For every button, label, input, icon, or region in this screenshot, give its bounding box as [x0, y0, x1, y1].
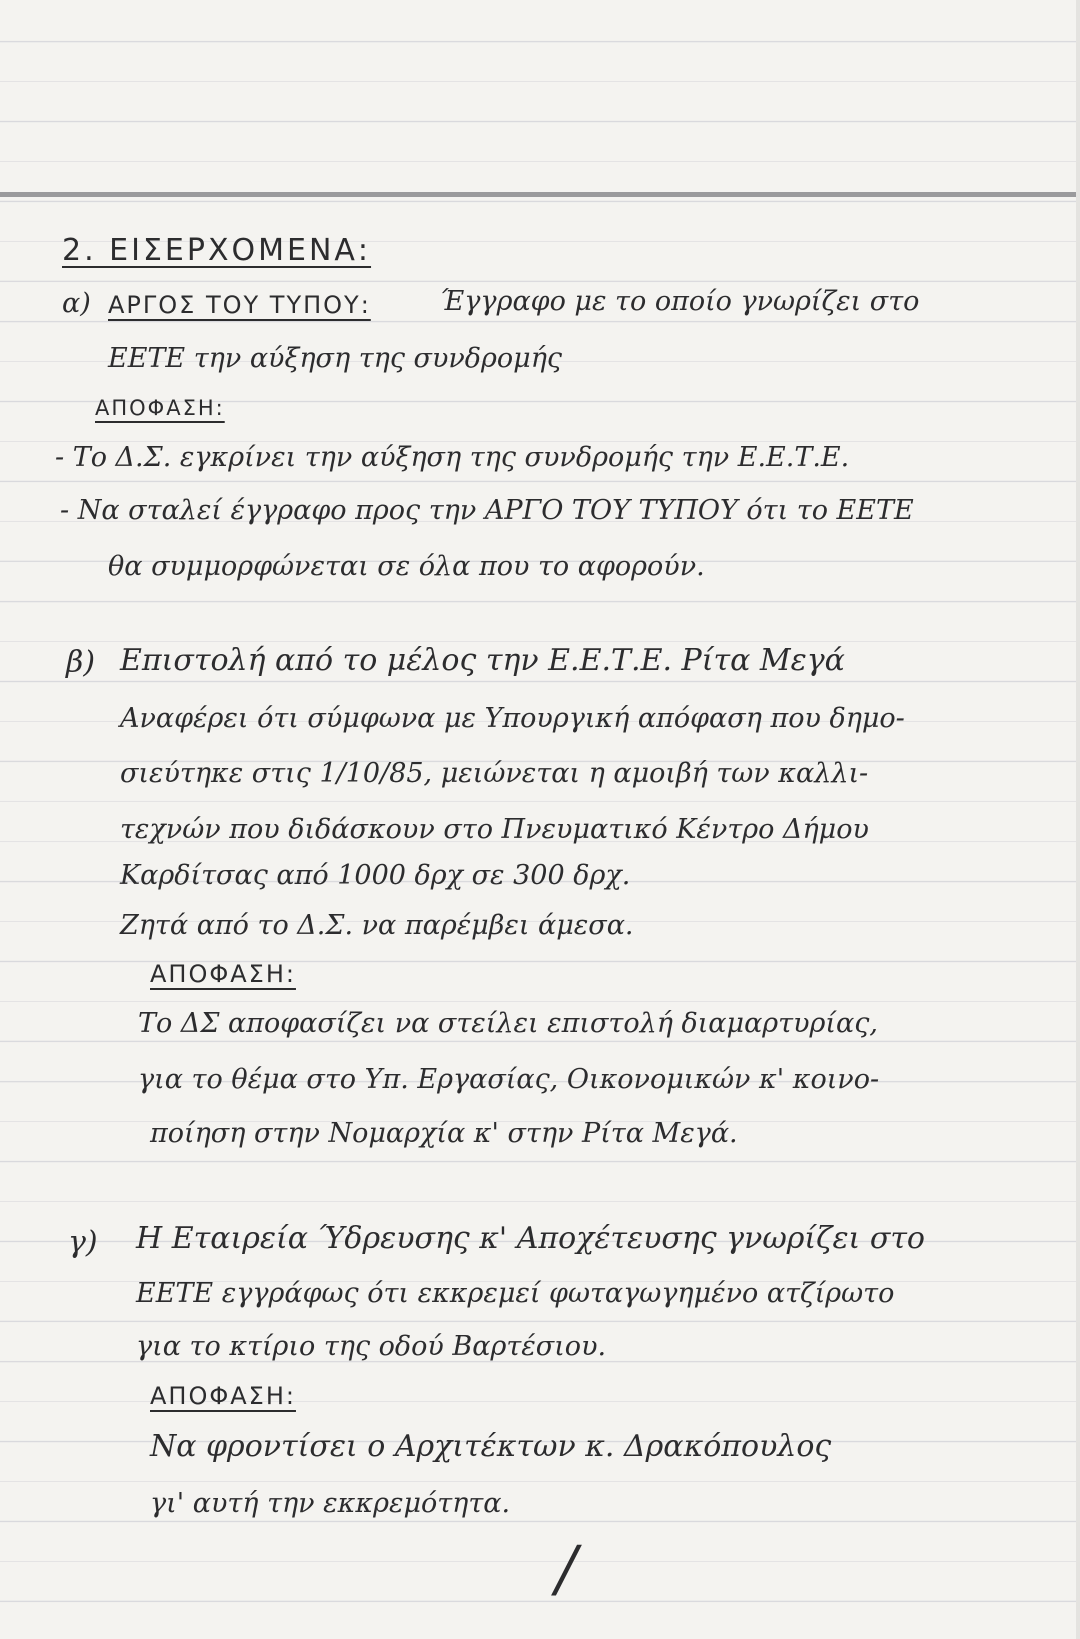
item-a-decision-line-1: - Το Δ.Σ. εγκρίνει την αύξηση της συνδρομής την Ε.Ε.Τ.Ε.	[55, 442, 850, 473]
item-b-decision-line-3: ποίηση στην Νομαρχία κ' στην Ρίτα Μεγά.	[150, 1118, 738, 1149]
item-c-marker: γ)	[68, 1225, 98, 1260]
item-a-decision-line-3: θα συμμορφώνεται σε όλα που το αφορούν.	[108, 551, 705, 582]
item-a-decision-label: ΑΠΟΦΑΣΗ:	[95, 396, 225, 420]
page-top-rule	[0, 192, 1080, 197]
item-a-title: ΑΡΓΟΣ ΤΟΥ ΤΥΠΟΥ:	[108, 291, 371, 319]
section-heading: 2. ΕΙΣΕΡΧΟΜΕΝΑ:	[62, 233, 372, 268]
item-a-line-2: ΕΕΤΕ την αύξηση της συνδρομής	[108, 343, 563, 374]
item-b-line-5: Καρδίτσας από 1000 δρχ σε 300 δρχ.	[120, 860, 631, 891]
item-b-marker: β)	[66, 645, 96, 680]
item-b-line-4: τεχνών που διδάσκουν στο Πνευματικό Κέντρο Δήμου	[120, 814, 869, 845]
item-b-decision-line-2: για το θέμα στο Υπ. Εργασίας, Οικονομικών κ' κοινο-	[138, 1064, 880, 1095]
item-c-decision-line-1: Να φροντίσει ο Αρχιτέκτων κ. Δρακόπουλος	[150, 1429, 832, 1464]
item-b-line-3: σιεύτηκε στις 1/10/85, μειώνεται η αμοιβή των καλλι-	[120, 758, 869, 789]
item-c-line-1: Η Εταιρεία Ύδρευσης κ' Αποχέτευσης γνωρίζει στο	[136, 1221, 925, 1256]
item-a-marker: α)	[62, 288, 91, 319]
item-b-decision-line-1: Το ΔΣ αποφασίζει να στείλει επιστολή διαμαρτυρίας,	[138, 1008, 878, 1039]
item-b-decision-label: ΑΠΟΦΑΣΗ:	[150, 960, 296, 988]
item-c-line-3: για το κτίριο της οδού Βαρτέσιου.	[136, 1331, 607, 1362]
item-c-line-2: ΕΕΤΕ εγγράφως ότι εκκρεμεί φωταγωγημένο ατζίρωτο	[136, 1278, 895, 1309]
item-a-decision-line-2: - Να σταλεί έγγραφο προς την ΑΡΓΟ ΤΟΥ ΤΥΠΟΥ ότι το ΕΕΤΕ	[60, 495, 914, 526]
item-a-line-1: Έγγραφο με το οποίο γνωρίζει στο	[440, 286, 920, 317]
item-c-decision-label: ΑΠΟΦΑΣΗ:	[150, 1382, 296, 1410]
item-b-line-6: Ζητά από το Δ.Σ. να παρέμβει άμεσα.	[120, 910, 634, 941]
item-b-line-2: Αναφέρει ότι σύμφωνα με Υπουργική απόφαση που δημο-	[120, 703, 905, 734]
item-b-line-1: Επιστολή από το μέλος την Ε.Ε.Τ.Ε. Ρίτα Μεγά	[120, 643, 845, 678]
page-right-edge	[1076, 0, 1080, 1639]
item-c-decision-line-2: γι' αυτή την εκκρεμότητα.	[150, 1488, 511, 1519]
end-mark: /	[556, 1532, 577, 1605]
